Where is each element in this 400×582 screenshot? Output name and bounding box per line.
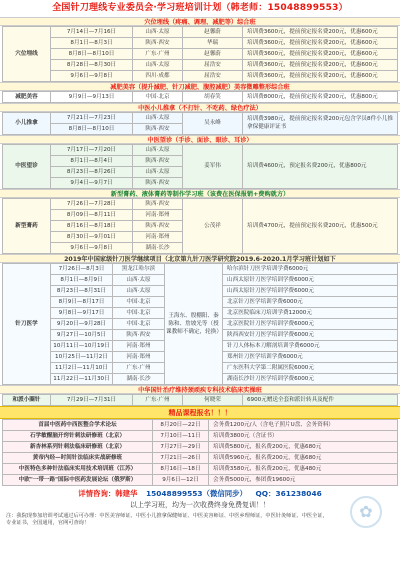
place-cell: 四川·成都 xyxy=(133,71,183,82)
table-row xyxy=(3,475,398,486)
fee-cell: 培训费3980元，提前预定报名费200元包含学员8件小儿推拿保健康评证书 xyxy=(243,113,398,135)
category-label: 针刀医学 xyxy=(3,264,51,385)
schedule-table-pediatric-massage xyxy=(2,112,398,135)
place-cell: 山西·太原 xyxy=(133,60,183,71)
table-row xyxy=(3,71,398,82)
date-cell: 7月21日—7月23日 xyxy=(51,113,133,124)
table-row xyxy=(3,145,398,156)
place-cell: 河南·郑州 xyxy=(133,210,183,221)
course-name-cell: 新杏林系列针刺法临床研修班（北京） xyxy=(3,442,153,453)
place-cell: 山西·太原 xyxy=(133,113,183,124)
table-row xyxy=(3,464,398,475)
date-cell: 8月8日—8月10日 xyxy=(51,49,133,60)
category-label: 新型膏药 xyxy=(3,199,51,254)
section-title-circle-needle: 中华国针治疗维持颈顽疾专科技术临床实操班 xyxy=(0,385,400,394)
date-cell: 8月1日—8月9日 xyxy=(51,275,113,286)
place-cell: 中国·北京 xyxy=(113,319,165,330)
teacher-cell: 公茂祥 xyxy=(183,199,243,254)
fee-cell: 北京针刀医学培训学费6000元 xyxy=(223,297,398,308)
date-cell: 8月20日—22日 xyxy=(153,420,209,431)
table-row xyxy=(3,264,398,275)
table-row xyxy=(3,453,398,464)
fee-cell: 针刀人体标本刀解剖培训学费6000元 xyxy=(223,341,398,352)
teacher-cell: 华瑞 xyxy=(183,38,243,49)
date-cell: 9月6日—9月8日 xyxy=(51,243,133,254)
fee-cell: 培训费3800元（含证书） xyxy=(209,431,398,442)
date-cell: 11月22日—11月30日 xyxy=(51,374,113,385)
date-cell: 9月20日—9月28日 xyxy=(51,319,113,330)
table-row xyxy=(3,113,398,124)
certificate-note xyxy=(0,511,400,530)
table-row xyxy=(3,199,398,210)
section-title-diagnosis: 中医望诊（手诊、面诊、眼诊、耳诊） xyxy=(0,135,400,144)
place-cell: 陕西·西安 xyxy=(133,124,183,135)
course-name-cell: 石学敏醒脑开窍针刺法研修班（北京） xyxy=(3,431,153,442)
fee-cell: 培训费5800元，报名费200元，优惠680元 xyxy=(209,442,398,453)
table-row xyxy=(3,420,398,431)
fee-cell: 培训费3600元，提前预定报名费200元，优惠600元 xyxy=(243,60,398,71)
course-name-cell: 中欧"一带一路"国际中医药发展论坛（俄罗斯） xyxy=(3,475,153,486)
date-cell: 8月1日—8月3日 xyxy=(51,38,133,49)
schedule-table-slimming xyxy=(2,91,398,103)
place-cell: 河南·郑州 xyxy=(133,232,183,243)
date-cell: 9月8日—9月17日 xyxy=(51,308,113,319)
place-cell: 陕西·西安 xyxy=(133,38,183,49)
teacher-cell: 何晓荣 xyxy=(183,395,243,406)
date-cell: 7月21日—26日 xyxy=(153,453,209,464)
section-title-slimming: 减肥美容（提升減肥、针刀减肥、腹腔减肥）美容微雕整形综合班 xyxy=(0,82,400,91)
place-cell: 黑龙江哈尔滨 xyxy=(113,264,165,275)
date-cell: 7月27日—29日 xyxy=(153,442,209,453)
date-cell: 10月11日—10月19日 xyxy=(51,341,113,352)
place-cell: 广东·广州 xyxy=(133,49,183,60)
date-cell: 7月10日—11日 xyxy=(153,431,209,442)
contact-line xyxy=(0,488,400,500)
place-cell: 山西·太原 xyxy=(133,27,183,38)
course-name-cell: 中医特色多种针法临床实用技术培训班（江苏） xyxy=(3,464,153,475)
date-cell: 8月30日—9月01日 xyxy=(51,232,133,243)
date-cell: 7月17日—7月20日 xyxy=(51,145,133,156)
date-cell: 11月2日—11月10日 xyxy=(51,363,113,374)
place-cell: 陕西·西安 xyxy=(133,199,183,210)
schedule-table-acupoint xyxy=(2,26,398,82)
teacher-cell: 赵馨蔚 xyxy=(183,49,243,60)
section-title-needle-knife: 2019年中国家级针刀医学继续项目（北京第九针刀医学研究院2019.6-2020.1月学习班计划如下 xyxy=(0,254,400,263)
course-name-cell: 首届中医药中西医整合学术论坛 xyxy=(3,420,153,431)
schedule-table-circle-needle xyxy=(2,394,398,406)
date-cell: 7月26日—8月3日 xyxy=(51,264,113,275)
fee-cell: 培训费3600元，提前预定报名费200元，优惠600元 xyxy=(243,71,398,82)
fee-cell: 广东医科大学第二附属医院6000元 xyxy=(223,363,398,374)
category-label: 小儿推拿 xyxy=(3,113,51,135)
fee-cell: 会务费5000元，参团费19600元 xyxy=(209,475,398,486)
teacher-cell: 屈浩安 xyxy=(183,71,243,82)
date-cell: 7月14日—7月16日 xyxy=(51,27,133,38)
contact-qq: QQ：361238046 xyxy=(255,489,322,498)
table-row xyxy=(3,38,398,49)
date-cell: 8月16日—8月18日 xyxy=(51,221,133,232)
date-cell: 9月6日—9月8日 xyxy=(51,71,133,82)
date-cell: 9月27日—10月5日 xyxy=(51,330,113,341)
category-label: 减肥美容 xyxy=(3,92,51,103)
date-cell: 8月28日—8月30日 xyxy=(51,60,133,71)
contact-phone: 15048899553（微信同步） xyxy=(145,489,247,498)
schedule-table-needle-knife xyxy=(2,263,398,385)
fee-cell: 培训费3580元，报名费200元，优惠480元 xyxy=(209,464,398,475)
date-cell: 8月16日—18日 xyxy=(153,464,209,475)
fee-cell: 山西太原针刀医学培训学费6000元 xyxy=(223,275,398,286)
date-cell: 8月8日—8月10日 xyxy=(51,124,133,135)
place-cell: 广东·广州 xyxy=(113,363,165,374)
date-cell: 8月23日—8月26日 xyxy=(51,167,133,178)
place-cell: 中国·北京 xyxy=(133,92,183,103)
fee-cell: 郑州针刀医学培训学费6000元 xyxy=(223,352,398,363)
place-cell: 山西·太原 xyxy=(133,167,183,178)
page-title: 全国针刀理线专业委员会·学习班培训计划（韩老师：15048899553） xyxy=(52,3,348,14)
teacher-cell: 王海东、殷棚阳、秦陈和、詹坡光等（授课教师不确定，轮换） xyxy=(165,264,223,385)
place-cell: 湖南·长沙 xyxy=(113,374,165,385)
place-cell: 中国·北京 xyxy=(113,297,165,308)
fee-cell: 北京医院临床刀培训学费12000元 xyxy=(223,308,398,319)
date-cell: 8月9日—8月17日 xyxy=(51,297,113,308)
date-cell: 9月9日—9月13日 xyxy=(51,92,133,103)
section-title-plaster: 新型膏药、液体膏药等制作学习班（该费在医保报销+费购就方） xyxy=(0,189,400,198)
date-cell: 7月29日—7月31日 xyxy=(51,395,133,406)
retrain-note: 以上学习班，均为一次收费终身免费复训！！ xyxy=(130,501,270,509)
table-row xyxy=(3,442,398,453)
category-label: 和派小圈针 xyxy=(3,395,51,406)
watermark-stamp-icon: ✿ xyxy=(350,496,382,528)
place-cell: 河南·郑州 xyxy=(113,352,165,363)
table-row xyxy=(3,49,398,60)
date-cell: 10月25日—11月2日 xyxy=(51,352,113,363)
date-cell: 7月26日—7月28日 xyxy=(51,199,133,210)
teacher-cell: 屈浩安 xyxy=(183,60,243,71)
category-label: 穴位埋线 xyxy=(3,27,51,82)
place-cell: 河南·郑州 xyxy=(113,341,165,352)
fee-cell: 培训费8000元，提前预定报名费200元，优惠800元 xyxy=(243,92,398,103)
category-label: 中医望诊 xyxy=(3,145,51,189)
fee-cell: 培训费3600元，提前预定报名费200元，优惠600元 xyxy=(243,38,398,49)
date-cell: 9月6日—12日 xyxy=(153,475,209,486)
place-cell: 陕西·西安 xyxy=(113,330,165,341)
table-row xyxy=(3,27,398,38)
place-cell: 陕西·西安 xyxy=(133,221,183,232)
contact-label: 详情咨询：韩建华 xyxy=(78,489,138,498)
section-title-acupoint: 穴位埋线（疼痛、调理、减肥等）综合班 xyxy=(0,17,400,26)
fee-cell: 北京医院针刀医学培训学费6000元 xyxy=(223,319,398,330)
teacher-cell: 胡春笑 xyxy=(183,92,243,103)
fee-cell: 培训费3600元，提前预定报名费200元，优惠600元 xyxy=(243,27,398,38)
date-cell: 8月23日—8月31日 xyxy=(51,286,113,297)
schedule-table-plaster xyxy=(2,198,398,254)
fee-cell: 会务费1200元/人（含电子照片U盘、会务资料） xyxy=(209,420,398,431)
teacher-cell: 赵馨蔚 xyxy=(183,27,243,38)
fee-cell: 培训费5960元，报名费200元，优惠680元 xyxy=(209,453,398,464)
place-cell: 湖南·长沙 xyxy=(133,243,183,254)
section-title-pediatric-massage: 中医小儿推拿（不打针、不吃药、绿色疗法） xyxy=(0,103,400,112)
fee-cell: 培训费3600元，提前预定报名费200元，优惠600元 xyxy=(243,49,398,60)
date-cell: 9月4日—9月7日 xyxy=(51,178,133,189)
fee-cell: 6900元赠送全套和派针转具及配件 xyxy=(243,395,398,406)
teacher-cell: 姜军伟 xyxy=(183,145,243,189)
fee-cell: 陕西西安针刀医学培训学费6000元 xyxy=(223,330,398,341)
place-cell: 广东·广州 xyxy=(133,395,183,406)
teacher-cell: 吴永峰 xyxy=(183,113,243,135)
place-cell: 山西·太原 xyxy=(113,275,165,286)
table-row xyxy=(3,92,398,103)
boutique-course-banner: 精品课程报名！！！ xyxy=(0,406,400,419)
table-row xyxy=(3,431,398,442)
table-row xyxy=(3,395,398,406)
date-cell: 8月09日—8月11日 xyxy=(51,210,133,221)
table-row xyxy=(3,60,398,71)
fee-cell: 湖南长沙针刀医学培训学费6000元 xyxy=(223,374,398,385)
schedule-table-boutique xyxy=(2,419,398,486)
place-cell: 山西·太原 xyxy=(113,286,165,297)
place-cell: 中国·北京 xyxy=(113,308,165,319)
certificate-note-line: 注：我院现参加培训考试通过后可办理：中医美容师证、中医小儿推拿保健师证、中医美容师证、中医乡理师证，中医针灸师证、中医全证， xyxy=(6,513,328,519)
place-cell: 陕西·西安 xyxy=(133,156,183,167)
fee-cell: 培训费4600元，预定报名费200元，优惠800元 xyxy=(243,145,398,189)
fee-cell: 山西太原针刀医学培训学费6000元 xyxy=(223,286,398,297)
place-cell: 陕西·西安 xyxy=(133,178,183,189)
course-name-cell: 黄帝内经—时间针法临床实战研修班 xyxy=(3,453,153,464)
schedule-table-diagnosis xyxy=(2,144,398,189)
date-cell: 8月1日—8月4日 xyxy=(51,156,133,167)
certificate-note-line: 专业证书，全国通用，官网可查询！ xyxy=(6,520,90,527)
place-cell: 山西·太原 xyxy=(133,145,183,156)
fee-cell: 培训费4700元，提前预定报名费200元，优惠500元 xyxy=(243,199,398,254)
fee-cell: 哈尔滨针刀医学培训学费6000元 xyxy=(223,264,398,275)
